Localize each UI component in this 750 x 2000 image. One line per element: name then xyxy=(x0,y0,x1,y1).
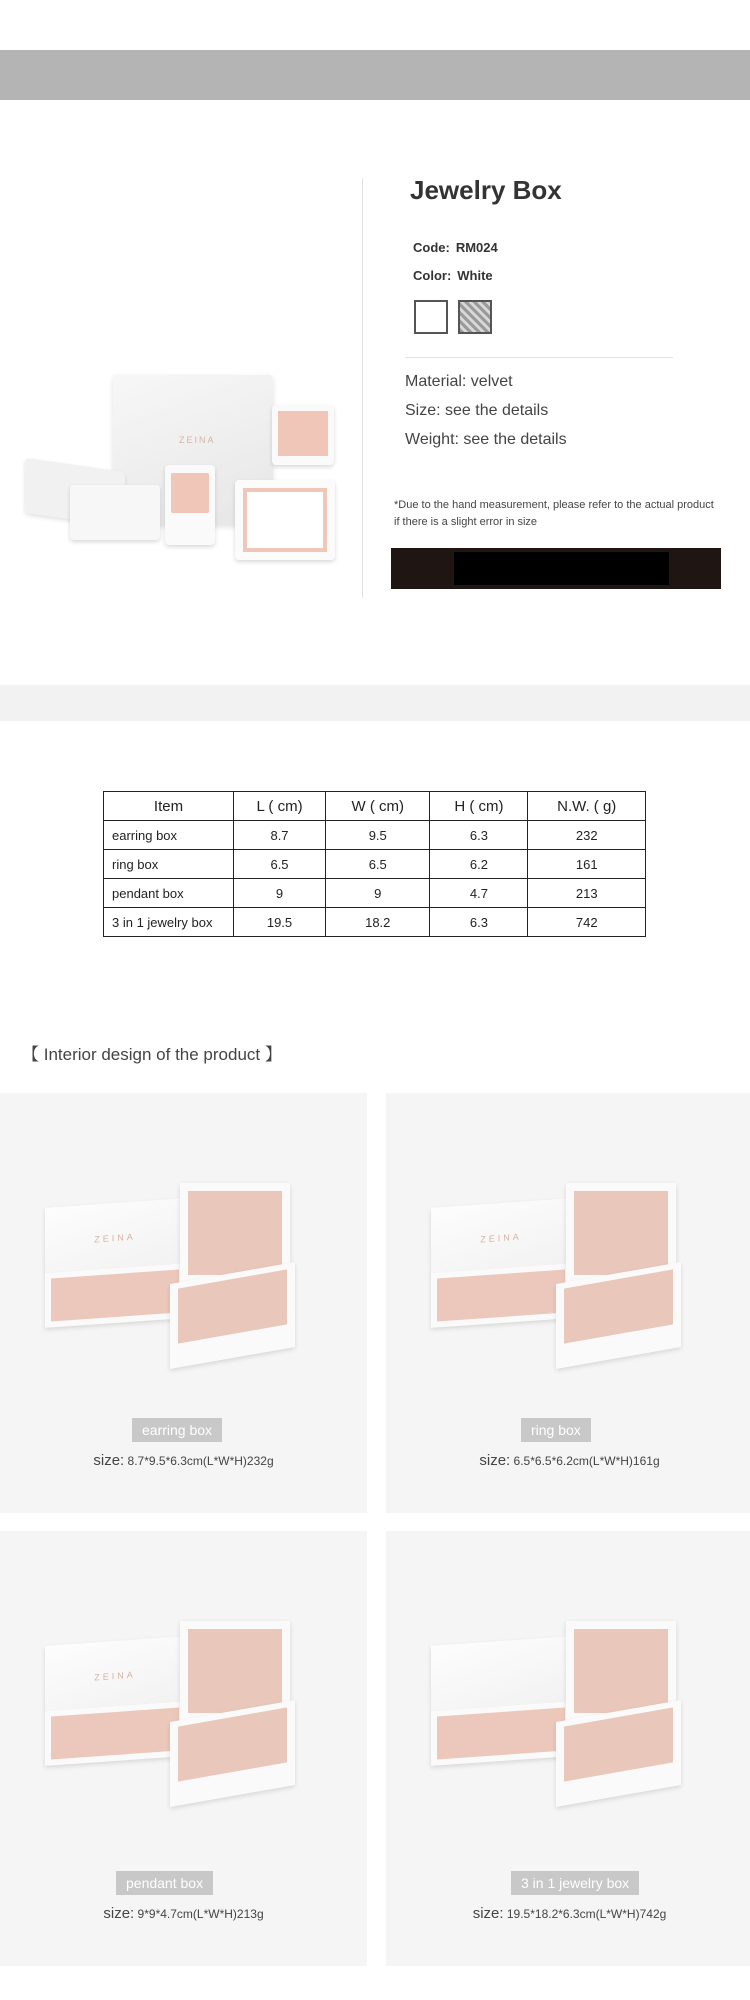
table-row xyxy=(104,821,646,850)
table-cell: 9 xyxy=(326,879,430,908)
table-cell: 3 in 1 jewelry box xyxy=(104,908,234,937)
interior-card-ring-box xyxy=(386,1093,750,1513)
section-band xyxy=(0,685,750,721)
open-box-image xyxy=(272,405,334,465)
product-size: size: 19.5*18.2*6.3cm(L*W*H)742g xyxy=(472,1905,667,1922)
swatch-silver[interactable] xyxy=(458,300,492,334)
product-tag: 3 in 1 jewelry box xyxy=(511,1871,639,1895)
table-row xyxy=(104,850,646,879)
product-title: Jewelry Box xyxy=(410,175,562,205)
interior-card-earring-box xyxy=(0,1093,367,1513)
action-bar-button[interactable] xyxy=(391,548,721,589)
interior-design-heading: 【 Interior design of the product 】 xyxy=(22,1045,282,1064)
brand-logo: ZEINA xyxy=(179,435,216,445)
column-header: W ( cm) xyxy=(326,792,430,821)
table-cell: 6.3 xyxy=(430,821,528,850)
table-cell: 6.3 xyxy=(430,908,528,937)
size-spec: Size: see the details xyxy=(405,402,549,419)
table-cell: 4.7 xyxy=(430,879,528,908)
column-header: Item xyxy=(104,792,234,821)
size-table xyxy=(103,791,646,937)
weight-spec: Weight: see the details xyxy=(405,431,567,448)
table-cell: 6.2 xyxy=(430,850,528,879)
table-cell: 6.5 xyxy=(326,850,430,879)
table-cell: 161 xyxy=(528,850,646,879)
interior-card-3in1-box xyxy=(386,1531,750,1966)
column-header: H ( cm) xyxy=(430,792,528,821)
ring-box-image xyxy=(165,465,215,545)
horizontal-divider xyxy=(405,357,673,358)
product-tag: pendant box xyxy=(116,1871,213,1895)
table-header-row xyxy=(104,792,646,821)
product-size: size: 8.7*9.5*6.3cm(L*W*H)232g xyxy=(93,1452,274,1469)
column-header: L ( cm) xyxy=(234,792,326,821)
3in1-box-photo[interactable] xyxy=(431,1621,711,1821)
table-cell: 19.5 xyxy=(234,908,326,937)
swatch-white[interactable] xyxy=(414,300,448,334)
table-cell: pendant box xyxy=(104,879,234,908)
table-cell: 213 xyxy=(528,879,646,908)
table-cell: 742 xyxy=(528,908,646,937)
table-cell: 18.2 xyxy=(326,908,430,937)
table-cell: earring box xyxy=(104,821,234,850)
drawer-box-image xyxy=(70,485,160,540)
table-cell: 8.7 xyxy=(234,821,326,850)
material-spec: Material: velvet xyxy=(405,373,513,390)
pendant-box-photo[interactable]: ZEINA xyxy=(45,1621,325,1821)
table-cell: 9 xyxy=(234,879,326,908)
table-cell: 9.5 xyxy=(326,821,430,850)
frame-box-image xyxy=(235,480,335,560)
earring-box-photo[interactable]: ZEINA xyxy=(45,1183,325,1383)
table-row xyxy=(104,908,646,937)
product-tag: ring box xyxy=(521,1418,591,1442)
table-cell: 232 xyxy=(528,821,646,850)
interior-card-pendant-box xyxy=(0,1531,367,1966)
product-code: Code: RM024 xyxy=(413,240,498,255)
product-color: Color: White xyxy=(413,268,493,283)
table-cell: 6.5 xyxy=(234,850,326,879)
column-header: N.W. ( g) xyxy=(528,792,646,821)
product-size: size: 6.5*6.5*6.2cm(L*W*H)161g xyxy=(479,1452,660,1469)
ring-box-photo[interactable]: ZEINA xyxy=(431,1183,711,1383)
table-cell: ring box xyxy=(104,850,234,879)
product-size: size: 9*9*4.7cm(L*W*H)213g xyxy=(103,1905,264,1922)
top-banner-bar xyxy=(0,50,750,100)
vertical-divider xyxy=(362,178,363,598)
product-main-image[interactable] xyxy=(10,365,340,565)
table-row xyxy=(104,879,646,908)
product-tag: earring box xyxy=(132,1418,222,1442)
measurement-note: *Due to the hand measurement, please refer to the actual product if there is a slight error in size xyxy=(394,499,714,528)
